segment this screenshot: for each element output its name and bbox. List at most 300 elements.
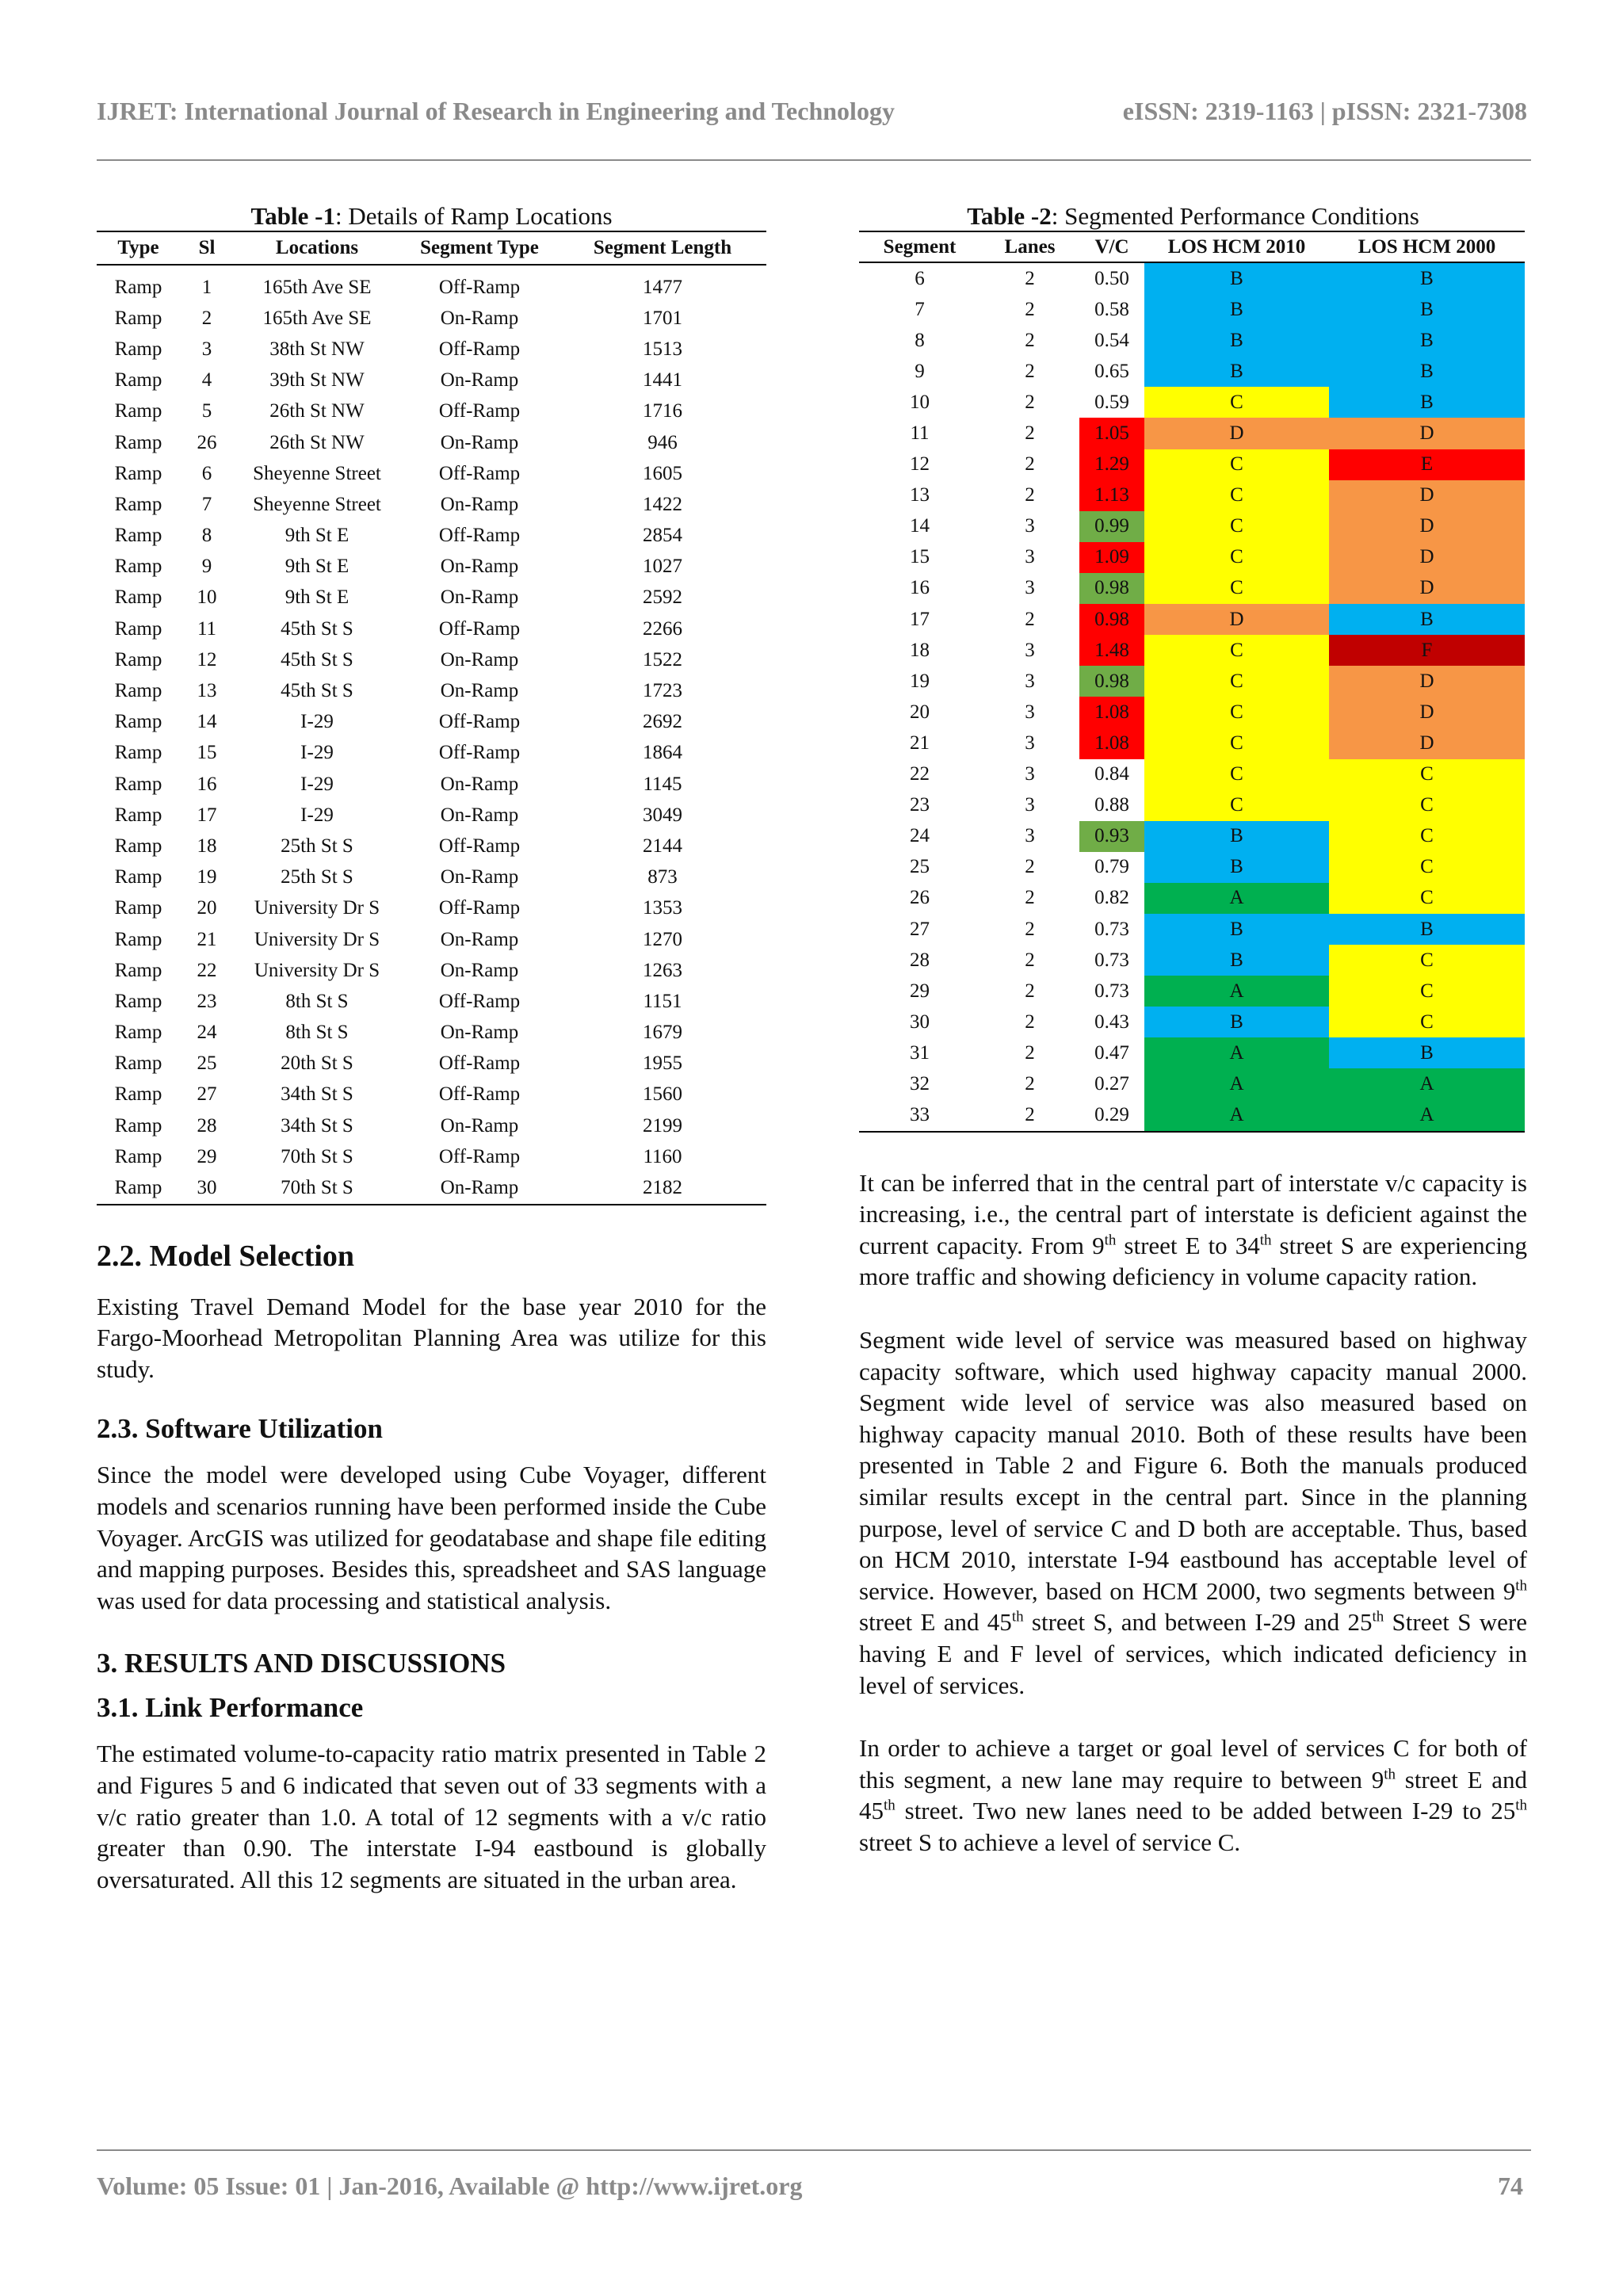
table2-cell: 0.73 <box>1094 918 1129 940</box>
table1-cell: Ramp <box>114 276 162 298</box>
table1-cell: I-29 <box>300 773 334 795</box>
table1-cell: Off-Ramp <box>438 1145 521 1167</box>
table1-cell: On-Ramp <box>440 804 519 826</box>
text-run: street. Two new lanes need to be added between I-29 to 25 <box>895 1797 1516 1825</box>
table1-row <box>97 1110 766 1141</box>
table2-cell: 1.48 <box>1079 635 1144 666</box>
table2-row <box>859 945 1525 976</box>
table1-cell: 1955 <box>643 1052 682 1075</box>
table2-cell: C <box>1329 790 1525 821</box>
table1-cell: 18 <box>197 835 217 857</box>
table1-cell: 45th St S <box>281 617 353 640</box>
text-run: street S are experiencing more traffic and showing deficiency in volume capacity ration. <box>859 1231 1527 1291</box>
table1-cell: 1605 <box>643 462 682 484</box>
page-number: 74 <box>1498 2172 1523 2200</box>
table2-caption <box>859 202 1527 231</box>
table1-row <box>97 1049 766 1079</box>
table2-cell: 3 <box>1025 639 1035 661</box>
table1-row <box>97 769 766 800</box>
table2-cell: 16 <box>910 577 930 599</box>
table2-cell: 31 <box>910 1041 930 1064</box>
table1-row <box>97 644 766 675</box>
table1-cell: University Dr S <box>254 897 380 919</box>
table1-cell: 2854 <box>643 525 682 547</box>
table1-cell: Ramp <box>114 400 162 422</box>
table1-cell: 15 <box>197 742 217 764</box>
table1-cell: Ramp <box>114 556 162 578</box>
issn: eISSN: 2319-1163 | pISSN: 2321-7308 <box>1122 97 1527 125</box>
table2-cell: 2 <box>1025 360 1035 382</box>
table1-cell: 2 <box>201 307 212 329</box>
table2-cell: 2 <box>1025 329 1035 351</box>
table2-cell: B <box>1329 1037 1525 1068</box>
table1-cell: Ramp <box>114 990 162 1012</box>
table1-cell: On-Ramp <box>440 1022 519 1044</box>
section-heading-link-performance: 3.1. Link Performance <box>97 1692 364 1724</box>
table1-cell: 12 <box>197 648 217 670</box>
table2-cell: 2 <box>1025 453 1035 476</box>
table1-cell: On-Ramp <box>440 928 519 950</box>
table2-cell: B <box>1144 294 1329 325</box>
table2-cell: B <box>1144 356 1329 387</box>
table2-row <box>859 1037 1525 1068</box>
table1-cell: On-Ramp <box>440 307 519 329</box>
table2-cell: C <box>1329 821 1525 852</box>
table2-cell: C <box>1144 666 1329 697</box>
table2-cell: 23 <box>910 794 930 816</box>
table1-row <box>97 458 766 489</box>
table2-cell: D <box>1329 511 1525 542</box>
target-service-paragraph <box>859 1733 1527 1858</box>
table2-cell: 33 <box>859 1100 980 1132</box>
table1-cell: 2182 <box>559 1172 766 1204</box>
table2-cell: 1.05 <box>1079 418 1144 449</box>
left-column <box>97 202 766 1895</box>
table2-cell: C <box>1329 945 1525 976</box>
table2-caption-text: : Segmented Performance Conditions <box>1051 202 1419 230</box>
table2-cell: 2 <box>1025 949 1035 971</box>
table1-cell: 2592 <box>643 586 682 609</box>
table1-cell: 9th St E <box>285 525 349 547</box>
table1-row <box>97 303 766 334</box>
table1-cell: Sheyenne Street <box>253 462 381 484</box>
table1-row <box>97 924 766 955</box>
table1-cell: Ramp <box>114 525 162 547</box>
text-run: It can be inferred that in the central part of interstate v/c capacity is increasing, i.e., the central part of interstate is deficient against the current capacity. From 9 <box>859 1168 1527 1259</box>
table1-cell: 23 <box>197 990 217 1012</box>
table2-row <box>859 573 1525 604</box>
table1-cell: Ramp <box>114 959 162 981</box>
software-utilization-paragraph: Since the model were developed using Cube Voyager, different models and scenarios running have been performed inside the Cube Voyager. ArcGIS was utilized for geodatabase and shape file editing and mapping purposes. Besides this, spreadsheet and SAS language was used for data processing and statistical analysis. <box>97 1461 766 1614</box>
table1-cell: On-Ramp <box>440 866 519 888</box>
table1-cell: 14 <box>197 711 217 733</box>
table2-cell: C <box>1144 635 1329 666</box>
table2-row <box>859 697 1525 728</box>
text-run: Street S were having E and F level of services, which indicated deficiency in level of services. <box>859 1608 1527 1699</box>
table2-cell: 0.99 <box>1079 511 1144 542</box>
table2-cell: 0.47 <box>1094 1041 1129 1064</box>
table2-cell: 11 <box>910 422 930 445</box>
table1-cell: Off-Ramp <box>438 1083 521 1106</box>
table2-cell: 1.08 <box>1079 697 1144 728</box>
table2-row <box>859 418 1525 449</box>
table2-row <box>859 511 1525 542</box>
table2-cell: 25 <box>910 856 930 878</box>
table1-cell: 24 <box>197 1022 217 1044</box>
text-run: street E and 45 <box>859 1608 1012 1637</box>
table1-cell: 45th St S <box>281 648 353 670</box>
table2-cell: 0.98 <box>1079 604 1144 635</box>
table1-row <box>97 583 766 613</box>
table1-cell: 1679 <box>643 1022 682 1044</box>
table1-row <box>97 489 766 520</box>
table1-cell: 9th St E <box>285 556 349 578</box>
table1-cell: 165th Ave SE <box>262 276 372 298</box>
table2-cell: 29 <box>910 980 930 1002</box>
table2-cell: D <box>1144 418 1329 449</box>
table1-cell: On-Ramp <box>440 586 519 609</box>
table1-cell: 21 <box>197 928 217 950</box>
table1-cell: Off-Ramp <box>438 276 521 298</box>
superscript: th <box>1515 1797 1527 1814</box>
table2-cell: 22 <box>910 763 930 785</box>
link-performance-paragraph: The estimated volume-to-capacity ratio matrix presented in Table 2 and Figures 5 and 6 indicated that seven out of 33 segments with a v/c ratio greater than 1.0. A total of 12 segments with a v/c ratio greater than 0.90. The interstate I-94 eastbound is globally oversaturated. All this 12 segments are situated in the urban area. <box>97 1740 766 1893</box>
table1-cell: 4 <box>201 369 212 392</box>
table1-cell: Ramp <box>114 1083 162 1106</box>
table2-cell: 2 <box>980 1100 1079 1132</box>
superscript: th <box>1384 1766 1396 1783</box>
table1-cell: Off-Ramp <box>438 742 521 764</box>
table1-cell: 2266 <box>643 617 682 640</box>
table1-row <box>97 396 766 427</box>
table1-cell: On-Ramp <box>440 556 519 578</box>
table1-cell: 30 <box>180 1172 234 1204</box>
table1-cell: Off-Ramp <box>438 462 521 484</box>
table2-cell: 0.50 <box>1094 267 1129 289</box>
table2-cell: 2 <box>1025 484 1035 506</box>
superscript: th <box>1011 1609 1024 1626</box>
table1-cell: Ramp <box>114 586 162 609</box>
table2-row <box>859 1068 1525 1099</box>
table2-cell: C <box>1329 852 1525 883</box>
table2-row <box>859 1007 1525 1037</box>
table1-row <box>97 427 766 458</box>
section-heading-software-utilization: 2.3. Software Utilization <box>97 1413 383 1445</box>
table1-caption <box>97 202 766 231</box>
table1-cell: 70th St S <box>281 1145 353 1167</box>
table1-cell: Ramp <box>114 1022 162 1044</box>
table2-cell: A <box>1144 1037 1329 1068</box>
table1-caption-text: : Details of Ramp Locations <box>334 202 613 230</box>
table2-cell: 2 <box>1025 422 1035 445</box>
table2-header-row <box>859 231 1525 262</box>
table2-cell: 7 <box>915 298 925 320</box>
table2-row <box>859 1100 1525 1132</box>
table1-cell: Off-Ramp <box>438 897 521 919</box>
table2-cell: B <box>1144 945 1329 976</box>
table1-cell: On-Ramp <box>440 959 519 981</box>
table2-cell: D <box>1329 480 1525 511</box>
table1-row <box>97 521 766 552</box>
table1-cell: 34th St S <box>281 1083 353 1106</box>
table2-cell: 24 <box>910 825 930 847</box>
table2-row <box>859 728 1525 758</box>
table1-cell: On-Ramp <box>400 1172 559 1204</box>
table1-cell: 3 <box>201 338 212 360</box>
table2-cell: 2 <box>1025 1041 1035 1064</box>
table1-header-cell: Sl <box>180 231 234 265</box>
table2-cell: B <box>1329 387 1525 418</box>
table2-cell: A <box>1144 1068 1329 1099</box>
table1-cell: 26th St NW <box>269 400 365 422</box>
superscript: th <box>1372 1609 1384 1626</box>
table2-cell: D <box>1329 666 1525 697</box>
running-header <box>97 97 1527 126</box>
table1-row <box>97 265 766 303</box>
table2-cell: 2 <box>1025 391 1035 413</box>
table1-cell: Ramp <box>114 648 162 670</box>
table2-cell: 3 <box>1025 670 1035 692</box>
table1-cell: Ramp <box>114 462 162 484</box>
table1-cell: Ramp <box>114 431 162 453</box>
table2-cell: C <box>1144 542 1329 573</box>
table1-cell: On-Ramp <box>440 680 519 702</box>
table2-header-cell: Segment <box>859 231 980 262</box>
model-selection-paragraph: Existing Travel Demand Model for the base year 2010 for the Fargo-Moorhead Metropolitan Planning Area was utilize for this study. <box>97 1292 766 1383</box>
table1-cell: Ramp <box>114 1114 162 1137</box>
table2-cell: 13 <box>910 484 930 506</box>
table1-cell: 20 <box>197 897 217 919</box>
vc-inference-paragraph <box>859 1167 1527 1293</box>
right-column <box>859 202 1527 1859</box>
text-run: street E and 45 <box>859 1765 1527 1825</box>
text-run: In order to achieve a target or goal level of services C for both of this segment, a new lane may require to between 9 <box>859 1734 1527 1794</box>
table2-row <box>859 976 1525 1007</box>
table2-cell: 0.58 <box>1094 298 1129 320</box>
table2-cell: 18 <box>910 639 930 661</box>
table2-row <box>859 666 1525 697</box>
table2-cell: A <box>1144 976 1329 1007</box>
table1-cell: 2692 <box>643 711 682 733</box>
table2-cell: B <box>1329 325 1525 356</box>
footer-volume-info: Volume: 05 Issue: 01 | Jan-2016, Available @ http://www.ijret.org <box>97 2172 803 2200</box>
table2-cell: B <box>1144 821 1329 852</box>
table1-cell: Ramp <box>114 680 162 702</box>
table1-cell: 29 <box>197 1145 217 1167</box>
table1-cell: On-Ramp <box>440 493 519 515</box>
table1-cell: Ramp <box>114 369 162 392</box>
table1-cell: 28 <box>197 1114 217 1137</box>
table1-cell: Ramp <box>114 711 162 733</box>
table1-cell: 45th St S <box>281 680 353 702</box>
table1-cell: 9th St E <box>285 586 349 609</box>
table1-cell: 1 <box>201 276 212 298</box>
table2-cell: 3 <box>1025 546 1035 568</box>
table1-row <box>97 365 766 396</box>
ramp-locations-table <box>97 231 766 1205</box>
table2-cell: B <box>1329 356 1525 387</box>
table1-cell: 1151 <box>643 990 682 1012</box>
superscript: th <box>1259 1232 1272 1249</box>
table2-row <box>859 262 1525 294</box>
superscript: th <box>1104 1232 1117 1249</box>
table2-cell: A <box>1144 1100 1329 1132</box>
table1-row <box>97 862 766 893</box>
table2-row <box>859 883 1525 914</box>
table1-cell: 165th Ave SE <box>262 307 372 329</box>
table1-cell: Ramp <box>114 493 162 515</box>
table1-cell: 17 <box>197 804 217 826</box>
table1-cell: I-29 <box>300 711 334 733</box>
table2-row <box>859 325 1525 356</box>
table1-cell: Ramp <box>114 835 162 857</box>
table1-cell: 873 <box>647 866 678 888</box>
table1-cell: 26 <box>197 431 217 453</box>
table2-cell: 21 <box>910 732 930 754</box>
table1-cell: Ramp <box>114 742 162 764</box>
header-rule <box>97 159 1531 161</box>
table1-row <box>97 1172 766 1204</box>
table2-row <box>859 790 1525 821</box>
table2-cell: 1.29 <box>1079 449 1144 480</box>
table1-cell: 1145 <box>643 773 682 795</box>
table1-cell: 1160 <box>643 1145 682 1167</box>
table2-row <box>859 387 1525 418</box>
table2-cell: 0.29 <box>1079 1100 1144 1132</box>
table2-cell: 0.84 <box>1094 763 1129 785</box>
table1-cell: 8th St S <box>285 990 349 1012</box>
table1-cell: 1270 <box>643 928 682 950</box>
table1-cell: 16 <box>197 773 217 795</box>
table1-cell: University Dr S <box>254 928 380 950</box>
table2-cell: 2 <box>1025 1010 1035 1033</box>
table2-cell: 2 <box>1025 608 1035 630</box>
table2-cell: A <box>1329 1068 1525 1099</box>
table1-cell: Off-Ramp <box>438 1052 521 1075</box>
table1-row <box>97 800 766 831</box>
table2-cell: 3 <box>1025 577 1035 599</box>
table2-cell: 3 <box>1025 732 1035 754</box>
table2-cell: 12 <box>910 453 930 476</box>
table2-cell: C <box>1144 573 1329 604</box>
superscript: th <box>1515 1577 1527 1595</box>
table1-row <box>97 1079 766 1110</box>
table1-cell: On-Ramp <box>440 431 519 453</box>
table2-cell: 0.98 <box>1079 573 1144 604</box>
table1-cell: 3049 <box>643 804 682 826</box>
journal-title: IJRET: International Journal of Research in Engineering and Technology <box>97 97 895 125</box>
table2-cell: 0.73 <box>1094 980 1129 1002</box>
footer-rule <box>97 2149 1531 2151</box>
table2-cell: D <box>1329 418 1525 449</box>
table1-row <box>97 707 766 738</box>
table1-cell: Sheyenne Street <box>253 493 381 515</box>
table2-cell: 3 <box>1025 794 1035 816</box>
text-run: street S, and between I-29 and 25 <box>1023 1608 1373 1637</box>
table1-cell: 26th St NW <box>269 431 365 453</box>
table1-cell: On-Ramp <box>440 648 519 670</box>
table1-cell: 1513 <box>643 338 682 360</box>
table1-row <box>97 613 766 644</box>
table2-cell: 0.54 <box>1094 329 1129 351</box>
table1-cell: University Dr S <box>254 959 380 981</box>
table2-row <box>859 635 1525 666</box>
table1-cell: 1441 <box>643 369 682 392</box>
table1-cell: Ramp <box>114 773 162 795</box>
table2-cell: 0.93 <box>1079 821 1144 852</box>
table2-cell: B <box>1329 262 1525 294</box>
table1-cell: 946 <box>647 431 678 453</box>
table2-cell: A <box>1144 883 1329 914</box>
table1-cell: 1723 <box>643 680 682 702</box>
table2-cell: 3 <box>1025 763 1035 785</box>
table1-cell: Ramp <box>114 928 162 950</box>
table1-row <box>97 1018 766 1049</box>
table2-cell: 3 <box>1025 825 1035 847</box>
table2-cell: 0.79 <box>1094 856 1129 878</box>
table1-row <box>97 955 766 986</box>
table2-cell: 2 <box>1025 856 1035 878</box>
table1-cell: 70th St S <box>234 1172 400 1204</box>
table2-cell: 32 <box>910 1072 930 1095</box>
table2-cell: 30 <box>910 1010 930 1033</box>
text-run: street S to achieve a level of service C. <box>859 1828 1241 1856</box>
table1-cell: 2144 <box>643 835 682 857</box>
table1-cell: 1864 <box>643 742 682 764</box>
table1-row <box>97 831 766 861</box>
table1-cell: 9 <box>201 556 212 578</box>
table2-row <box>859 294 1525 325</box>
level-of-service-paragraph <box>859 1324 1527 1701</box>
table2-cell: 2 <box>1025 267 1035 289</box>
table2-cell: C <box>1329 883 1525 914</box>
table1-cell: 8th St S <box>285 1022 349 1044</box>
table2-cell: 2 <box>1025 918 1035 940</box>
table2-cell: B <box>1144 852 1329 883</box>
table1-cell: I-29 <box>300 804 334 826</box>
table1-cell: 25th St S <box>281 835 353 857</box>
table1-cell: Ramp <box>114 1052 162 1075</box>
table1-cell: 5 <box>201 400 212 422</box>
table2-row <box>859 542 1525 573</box>
table2-cell: A <box>1329 1100 1525 1132</box>
table2-cell: B <box>1329 294 1525 325</box>
table2-cell: C <box>1144 759 1329 790</box>
table2-cell: 2 <box>1025 887 1035 909</box>
table2-cell: 0.27 <box>1094 1072 1129 1095</box>
table1-cell: 25th St S <box>281 866 353 888</box>
table2-cell: 14 <box>910 515 930 537</box>
table2-cell: 2 <box>1025 980 1035 1002</box>
table2-cell: 10 <box>910 391 930 413</box>
table1-row <box>97 552 766 583</box>
table2-cell: B <box>1144 262 1329 294</box>
table2-cell: C <box>1144 480 1329 511</box>
table1-cell: Ramp <box>114 307 162 329</box>
table2-header-cell: LOS HCM 2000 <box>1329 231 1525 262</box>
table2-cell: 2 <box>1025 1072 1035 1095</box>
table2-cell: 0.73 <box>1094 949 1129 971</box>
table1-cell: On-Ramp <box>440 369 519 392</box>
table1-header-cell: Type <box>97 231 180 265</box>
table1-cell: On-Ramp <box>440 1114 519 1137</box>
table2-row <box>859 852 1525 883</box>
table2-cell: B <box>1144 325 1329 356</box>
table1-cell: Ramp <box>114 338 162 360</box>
table2-cell: 9 <box>915 360 925 382</box>
table2-row <box>859 821 1525 852</box>
table1-cell: 10 <box>197 586 217 609</box>
